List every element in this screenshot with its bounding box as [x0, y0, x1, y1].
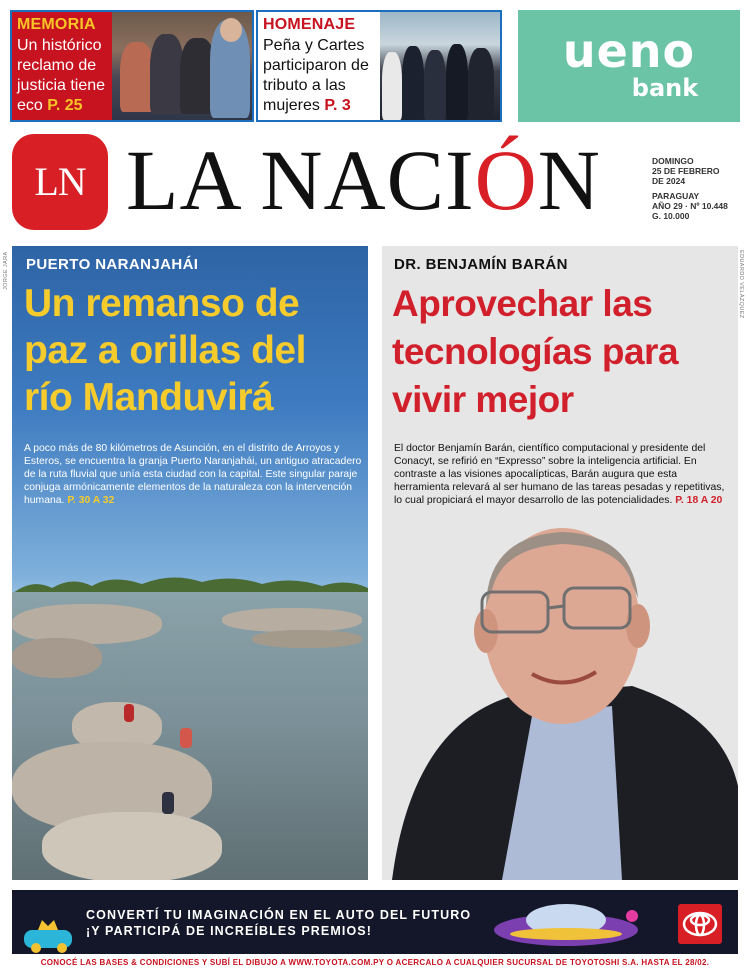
- title-accent-letter: Ó: [474, 132, 538, 228]
- story-headline: Un remanso de paz a orillas del río Manduvirá: [24, 282, 306, 419]
- ueno-bank-ad[interactable]: [518, 10, 740, 122]
- ln-logo[interactable]: LN: [12, 134, 108, 230]
- teaser-memoria[interactable]: [10, 10, 254, 122]
- teaser-summary: [17, 36, 107, 116]
- story-summary-text: El doctor Benjamín Barán, científico computacional y presidente del Conacyt, se refirió en “Expresso” sobre la inteligencia artificial. En contraste a las visiones apocalípticas, Barán augura que esta herramienta relevará al ser humano de las tareas pesadas y repetitivas, lo cual propiciará el mayor desarrollo de las potencialidades.: [394, 443, 725, 506]
- toyota-ad-banner[interactable]: [12, 890, 738, 954]
- teaser-homenaje[interactable]: [256, 10, 502, 122]
- ad-headline-line1: CONVERTÍ TU IMAGINACIÓN EN EL AUTO DEL FUTURO: [86, 908, 472, 922]
- photo-credit-right: EDUARDO VELÁZQUEZ: [738, 250, 744, 319]
- story-summary-text: A poco más de 80 kilómetros de Asunción, en el distrito de Arroyos y Esteros, se encuentra la granja Puerto Naranjahái, un antiguo atracadero de la ruta fluvial que unía esta ciudad con la capital. Este singular paraje conjuga armónicamente elementos de la naturaleza con la intervención humana.: [24, 443, 362, 506]
- story-headline: Aprovechar las tecnologías para vivir mejor: [392, 283, 679, 420]
- story-puerto-naranjahai[interactable]: [12, 246, 368, 880]
- kid-car-icon: [20, 916, 76, 954]
- photo-credit-left: JORGE JARA: [3, 251, 9, 290]
- title-part: LA NACI: [126, 132, 475, 228]
- teaser-summary: [263, 36, 375, 116]
- edition-number: AÑO 29 · Nº 10.448: [652, 201, 728, 211]
- edition-info: [652, 156, 748, 221]
- title-part: N: [537, 132, 601, 228]
- story-kicker: DR. BENJAMÍN BARÁN: [394, 256, 568, 273]
- ad-headline-line2: ¡Y PARTICIPÁ DE INCREÍBLES PREMIOS!: [86, 924, 372, 938]
- teaser-memoria-photo: [112, 12, 252, 120]
- teaser-homenaje-photo: [380, 12, 500, 120]
- edition-country: PARAGUAY: [652, 191, 700, 201]
- toyota-emblem-icon: [678, 904, 722, 944]
- portrait-photo: [382, 526, 738, 880]
- futuristic-car-illustration: [482, 894, 652, 952]
- ad-footer-conditions[interactable]: CONOCÉ LAS BASES & CONDICIONES Y SUBÍ EL DIBUJO A WWW.TOYOTA.COM.PY O ACERCALO A CUALQUIER SUCURSAL DE TOYOTOSHI S.A. HASTA EL 28/02.: [40, 958, 710, 967]
- story-page-ref: P. 18 A 20: [675, 495, 723, 506]
- teaser-summary-text: Peña y Cartes participaron de tributo a las mujeres: [263, 37, 369, 114]
- edition-price: G. 10.000: [652, 211, 690, 221]
- teaser-kicker: MEMORIA: [17, 16, 96, 33]
- ueno-logo: ueno: [562, 24, 696, 78]
- ueno-bank-label: bank: [631, 74, 699, 102]
- edition-day: DOMINGO: [652, 156, 694, 166]
- newspaper-title[interactable]: [126, 130, 601, 230]
- teaser-page-ref: P. 25: [47, 97, 83, 114]
- story-page-ref: P. 30 A 32: [67, 495, 115, 506]
- teaser-memoria-text: [12, 12, 112, 120]
- teaser-homenaje-text: [258, 12, 380, 120]
- teaser-page-ref: P. 3: [324, 97, 351, 114]
- edition-date: 25 DE FEBRERO: [652, 166, 720, 176]
- edition-year: DE 2024: [652, 176, 686, 186]
- story-benjamin-baran[interactable]: [382, 246, 738, 880]
- story-summary: [394, 442, 728, 507]
- story-kicker: PUERTO NARANJAHÁI: [26, 256, 199, 273]
- story-summary: [24, 442, 366, 507]
- teaser-kicker: HOMENAJE: [263, 16, 356, 33]
- toyota-logo: [678, 904, 722, 944]
- river-photo: [12, 592, 368, 880]
- top-teaser-strip: [10, 10, 740, 122]
- teaser-summary-text: Un histórico reclamo de justicia tiene eco: [17, 37, 106, 114]
